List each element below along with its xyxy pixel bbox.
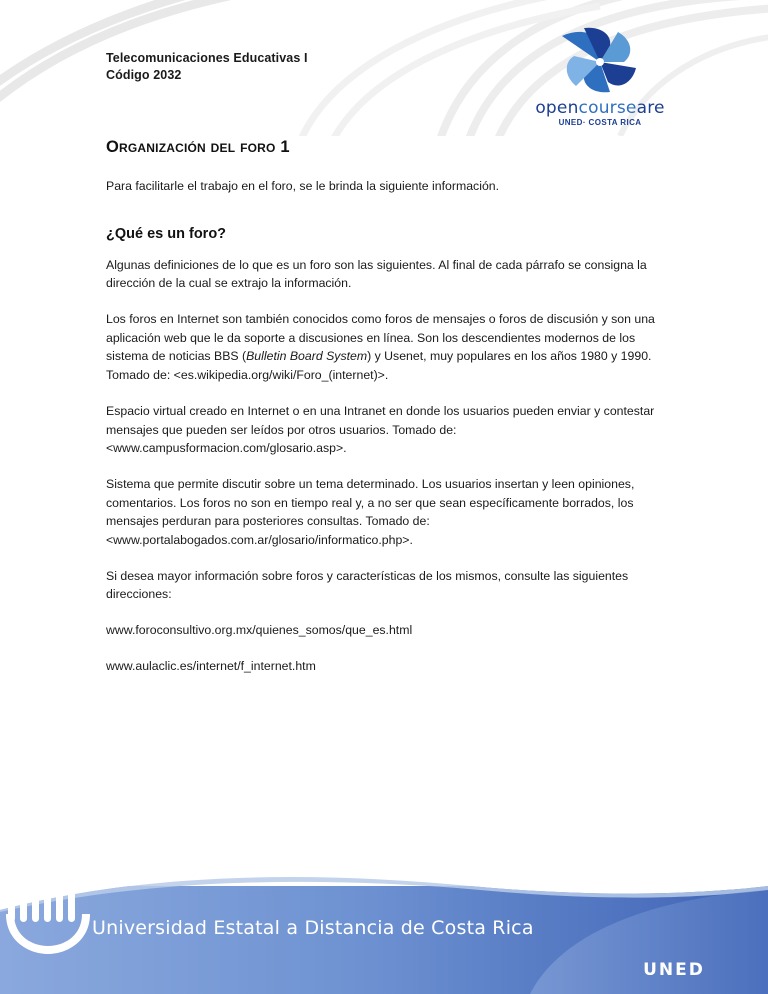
ocw-word-open: open [535,98,579,118]
course-title: Telecomunicaciones Educativas I [106,51,308,65]
header-course-info [106,50,308,85]
footer-institution-name: Universidad Estatal a Distancia de Costa Rica [92,917,534,939]
course-code: Código 2032 [106,68,182,83]
reference-link-1[interactable]: www.foroconsultivo.org.mx/quienes_somos/que_es.html [106,623,413,637]
paragraph-definitions-intro: Algunas definiciones de lo que es un foro son las siguientes. Al final de cada párrafo se consigna la dirección de la cual se extrajo la información. [106,257,647,291]
paragraph-more-info: Si desea mayor información sobre foros y características de los mismos, consulte las siguientes direcciones: [106,568,629,602]
page-title: Organización del foro 1 [106,138,290,156]
page-header [0,0,768,136]
ocw-word-ware: are [636,98,665,118]
opencourseware-logo [520,26,680,130]
wikipedia-text-part1: Los foros en Internet son también conocidos como foros de mensajes o foros de discusión y son una aplicación web que le da soporte a discusiones en línea. Son los descendientes modernos de los sistema de noticias BBS ( [106,312,655,364]
paragraph-portalabogados: Sistema que permite discutir sobre un tema determinado. Los usuarios insertan y leen opiniones, comentarios. Los foros no son en tiempo real y, a no ser que sean específicamente borrados, los mensajes perduran para posteriores consultas. Tomado de: <www.portalabogados.com.ar/glosario/informatico.php>. [106,476,635,547]
page-footer [0,864,768,994]
wikipedia-text-part2: ) y Usenet, muy populares en los años 1980 y 1990. Tomado de: <es.wikipedia.org/wiki/Foro_(internet)>. [106,349,652,383]
paragraph-campusformacion: Espacio virtual creado en Internet o en una Intranet en donde los usuarios pueden enviar y contestar mensajes que pueden ser leídos por otros usuarios. Tomado de: <www.campusformacion.com/glosario.asp>. [106,403,655,456]
opencourseware-wordmark [520,98,680,118]
ocw-word-course: course [578,98,637,118]
reference-link-2[interactable]: www.aulaclic.es/internet/f_internet.htm [106,658,316,673]
intro-paragraph: Para facilitarle el trabajo en el foro, se le brinda la siguiente información. [106,179,500,193]
section-heading: ¿Qué es un foro? [106,225,227,242]
uned-logo-icon [0,864,96,960]
document-body [106,138,662,692]
paragraph-wikipedia [106,310,662,385]
pinwheel-icon [520,26,680,98]
wikipedia-italic-term: Bulletin Board System [246,349,368,364]
ocw-subtitle: UNED· COSTA RICA [558,118,642,127]
uned-wordmark: UNED [643,960,705,980]
